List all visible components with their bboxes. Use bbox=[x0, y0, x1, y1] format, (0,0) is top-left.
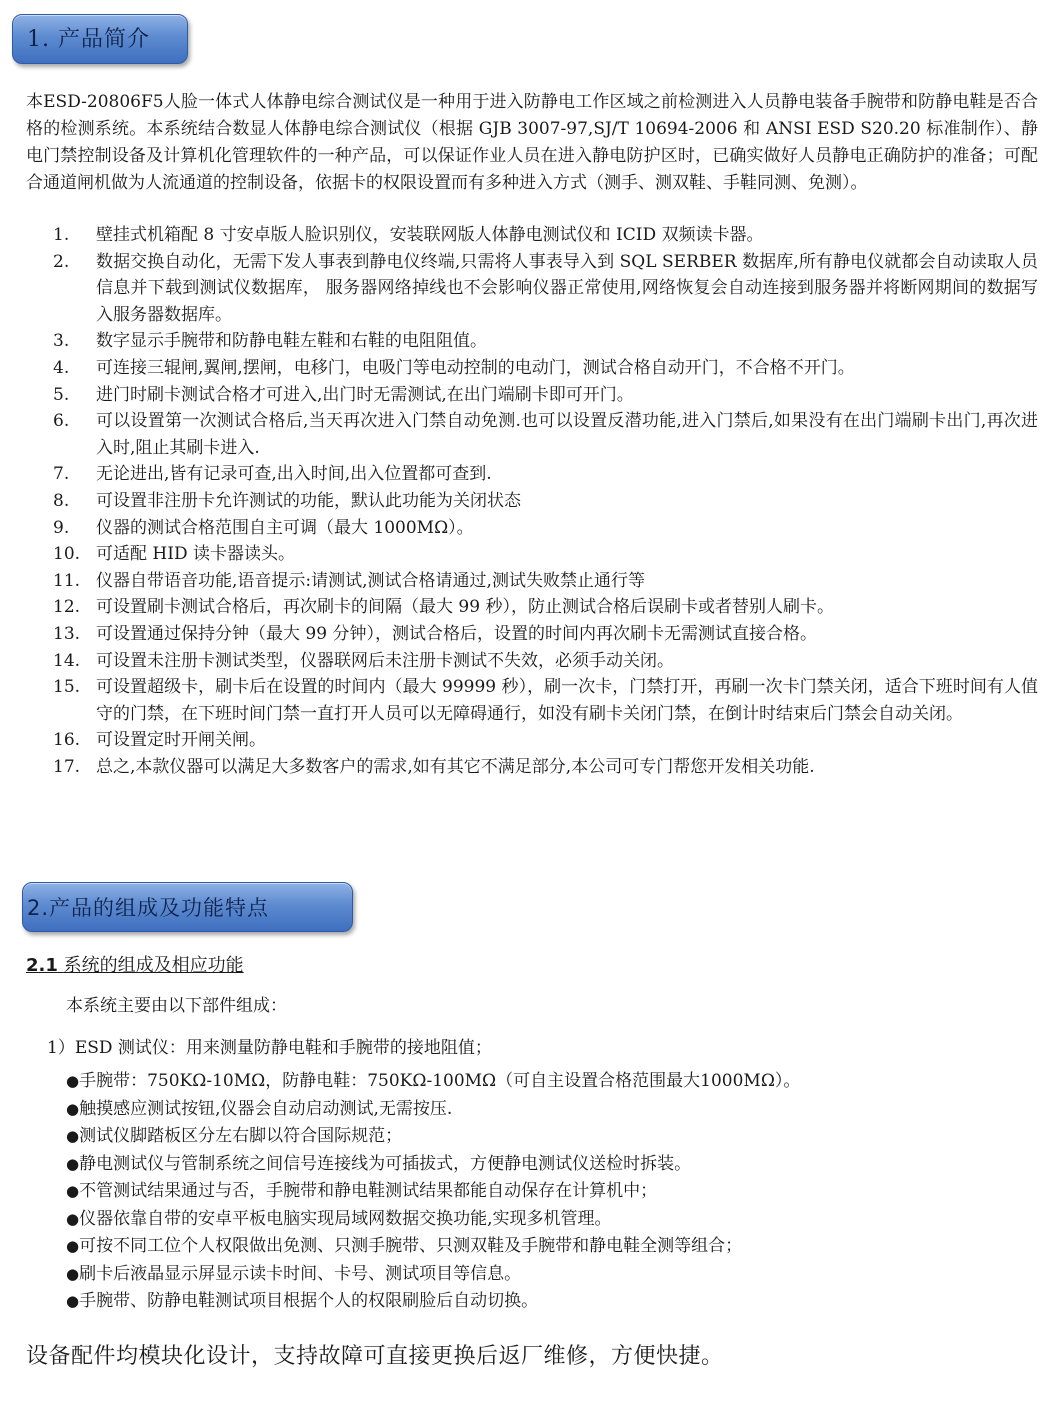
feature-text: 总之,本款仪器可以满足大多数客户的需求,如有其它不满足部分,本公司可专门帮您开发相关功能. bbox=[96, 756, 815, 777]
feature-item-6 bbox=[26, 408, 1038, 461]
bullet-icon: ● bbox=[66, 1154, 80, 1173]
feature-number: 2. bbox=[53, 251, 70, 272]
feature-item-16 bbox=[26, 727, 1038, 754]
feature-item-13 bbox=[26, 621, 1038, 648]
bullet-text: 可按不同工位个人权限做出免测、只测手腕带、只测双鞋及手腕带和静电鞋全测等组合； bbox=[79, 1236, 743, 1256]
intro-paragraph: 本ESD-20806F5人脸一体式人体静电综合测试仪是一种用于进入防静电工作区域之前检测进入人员静电装备手腕带和防静电鞋是否合格的检测系统。本系统结合数显人体静电综合测试仪（根据 GJB 3007-97,SJ/T 10694-2006 和 ANSI ESD S20.20 标准制作）、静电门禁控制设备及计算机化管理软件的一种产品，可以保证作业人员在进入静电防护区时，已确实做好人员静电正确防护的准备；可配合通道闸机做为人流通道的控制设备，依据卡的权限设置而有多种进入方式（测手、测双鞋、手鞋同测、免测）。 bbox=[26, 92, 1038, 193]
bullet-icon: ● bbox=[66, 1072, 80, 1090]
bullet-list bbox=[66, 1068, 800, 1316]
feature-text: 可以设置第一次测试合格后,当天再次进入门禁自动免测.也可以设置反潜功能,进入门禁后,如果没有在出门端刷卡出门,再次进入时,阻止其刷卡进入. bbox=[96, 411, 1038, 458]
feature-number: 10. bbox=[53, 544, 81, 565]
feature-text: 可设置通过保持分钟（最大 99 分钟），测试合格后，设置的时间内再次刷卡无需测试直接合格。 bbox=[96, 623, 817, 644]
feature-text: 数据交换自动化，无需下发人事表到静电仪终端,只需将人事表导入到 SQL SERBER 数据库,所有静电仪就都会自动读取人员信息并下载到测试仪数据库， 服务器网络掉线也不会影响仪器正常使用,网络恢复会自动连接到服务器并将断网期间的数据写入服务器数据库。 bbox=[96, 251, 1038, 325]
feature-item-17 bbox=[26, 754, 1038, 781]
bullet-item bbox=[66, 1178, 800, 1206]
bullet-icon: ● bbox=[66, 1292, 80, 1310]
bullet-icon: ● bbox=[66, 1182, 80, 1200]
bullet-item bbox=[66, 1261, 800, 1289]
section-1-header bbox=[12, 14, 188, 64]
feature-number: 8. bbox=[53, 490, 70, 511]
bullet-text: 静电测试仪与管制系统之间信号连接线为可插拔式，方便静电测试仪送检时拆装。 bbox=[79, 1153, 692, 1174]
feature-number: 3. bbox=[53, 331, 70, 352]
feature-text: 可适配 HID 读卡器读头。 bbox=[96, 544, 295, 565]
feature-item-9 bbox=[26, 515, 1038, 542]
bullet-text: 仪器依靠自带的安卓平板电脑实现局域网数据交换功能,实现多机管理。 bbox=[79, 1208, 612, 1229]
feature-number: 5. bbox=[53, 384, 70, 405]
feature-text: 进门时刷卡测试合格才可进入,出门时无需测试,在出门端刷卡即可开门。 bbox=[96, 384, 634, 405]
feature-text: 可设置刷卡测试合格后，再次刷卡的间隔（最大 99 秒），防止测试合格后误刷卡或者替别人刷卡。 bbox=[96, 597, 834, 618]
feature-number: 11. bbox=[53, 570, 81, 591]
bullet-item bbox=[66, 1123, 800, 1151]
bullet-item bbox=[66, 1068, 800, 1096]
section-2-title: 2.产品的组成及功能特点 bbox=[27, 896, 270, 920]
bullet-text: 不管测试结果通过与否，手腕带和静电鞋测试结果都能自动保存在计算机中； bbox=[79, 1181, 658, 1201]
subsection-number: 2.1 bbox=[26, 955, 58, 976]
feature-item-8 bbox=[26, 488, 1038, 515]
bullet-item bbox=[66, 1151, 800, 1179]
feature-list bbox=[26, 222, 1038, 780]
feature-item-4 bbox=[26, 355, 1038, 382]
bullet-icon: ● bbox=[66, 1099, 80, 1118]
feature-item-15 bbox=[26, 674, 1038, 727]
feature-text: 可设置未注册卡测试类型，仪器联网后未注册卡测试不失效，必须手动关闭。 bbox=[96, 650, 674, 671]
bullet-text: 触摸感应测试按钮,仪器会自动启动测试,无需按压. bbox=[79, 1098, 453, 1119]
feature-item-5 bbox=[26, 382, 1038, 409]
feature-number: 13. bbox=[53, 623, 81, 644]
feature-text: 可设置定时开闸关闸。 bbox=[96, 730, 266, 751]
feature-number: 16. bbox=[53, 730, 81, 751]
bullet-icon: ● bbox=[66, 1127, 80, 1145]
feature-number: 15. bbox=[53, 677, 81, 698]
feature-text: 无论进出,皆有记录可查,出入时间,出入位置都可查到. bbox=[96, 464, 492, 485]
bullet-item bbox=[66, 1206, 800, 1234]
bullet-icon: ● bbox=[66, 1237, 80, 1255]
feature-text: 壁挂式机箱配 8 寸安卓版人脸识别仪，安装联网版人体静电测试仪和 ICID 双频读卡器。 bbox=[96, 225, 764, 245]
closing-statement: 设备配件均模块化设计，支持故障可直接更换后返厂维修，方便快捷。 bbox=[26, 1344, 724, 1369]
feature-number: 17. bbox=[53, 756, 81, 777]
subsection-label: 系统的组成及相应功能 bbox=[63, 955, 244, 976]
feature-number: 7. bbox=[53, 464, 70, 485]
feature-text: 数字显示手腕带和防静电鞋左鞋和右鞋的电阻阻值。 bbox=[96, 331, 487, 352]
bullet-text: 手腕带、防静电鞋测试项目根据个人的权限刷脸后自动切换。 bbox=[79, 1291, 539, 1311]
component-esd-tester: 1）ESD 测试仪：用来测量防静电鞋和手腕带的接地阻值； bbox=[47, 1038, 492, 1058]
composition-intro: 本系统主要由以下部件组成： bbox=[66, 996, 287, 1016]
feature-number: 6. bbox=[53, 411, 70, 432]
feature-number: 12. bbox=[53, 597, 81, 618]
bullet-item bbox=[66, 1288, 800, 1316]
feature-item-7 bbox=[26, 461, 1038, 488]
bullet-text: 刷卡后液晶显示屏显示读卡时间、卡号、测试项目等信息。 bbox=[79, 1263, 522, 1284]
feature-text: 仪器的测试合格范围自主可调（最大 1000MΩ）。 bbox=[96, 517, 474, 538]
feature-item-10 bbox=[26, 541, 1038, 568]
feature-number: 9. bbox=[53, 517, 70, 538]
feature-number: 1. bbox=[53, 225, 70, 245]
bullet-text: 手腕带：750KΩ-10MΩ，防静电鞋：750KΩ-100MΩ（可自主设置合格范围最大1000MΩ）。 bbox=[79, 1071, 801, 1091]
bullet-icon: ● bbox=[66, 1209, 80, 1228]
bullet-item bbox=[66, 1233, 800, 1261]
feature-item-11 bbox=[26, 568, 1038, 595]
subsection-title bbox=[26, 953, 244, 979]
feature-text: 仪器自带语音功能,语音提示:请测试,测试合格请通过,测试失败禁止通行等 bbox=[96, 570, 645, 591]
feature-number: 14. bbox=[53, 650, 81, 671]
feature-item-12 bbox=[26, 594, 1038, 621]
bullet-icon: ● bbox=[66, 1264, 80, 1283]
feature-text: 可设置非注册卡允许测试的功能，默认此功能为关闭状态 bbox=[96, 490, 521, 511]
feature-item-2 bbox=[26, 249, 1038, 329]
section-1-title: 1. 产品简介 bbox=[27, 27, 150, 52]
feature-item-1 bbox=[26, 222, 1038, 249]
bullet-text: 测试仪脚踏板区分左右脚以符合国际规范； bbox=[79, 1126, 403, 1146]
feature-text: 可连接三辊闸,翼闸,摆闸，电移门，电吸门等电动控制的电动门，测试合格自动开门，不合格不开门。 bbox=[96, 357, 855, 378]
bullet-item bbox=[66, 1096, 800, 1124]
feature-item-3 bbox=[26, 328, 1038, 355]
feature-number: 4. bbox=[53, 357, 70, 378]
feature-text: 可设置超级卡，刷卡后在设置的时间内（最大 99999 秒），刷一次卡，门禁打开，再刷一次卡门禁关闭，适合下班时间有人值守的门禁，在下班时间门禁一直打开人员可以无障碍通行，如没有刷卡关闭门禁，在倒计时结束后门禁会自动关闭。 bbox=[96, 677, 1038, 724]
section-2-header bbox=[22, 882, 353, 932]
feature-item-14 bbox=[26, 648, 1038, 675]
